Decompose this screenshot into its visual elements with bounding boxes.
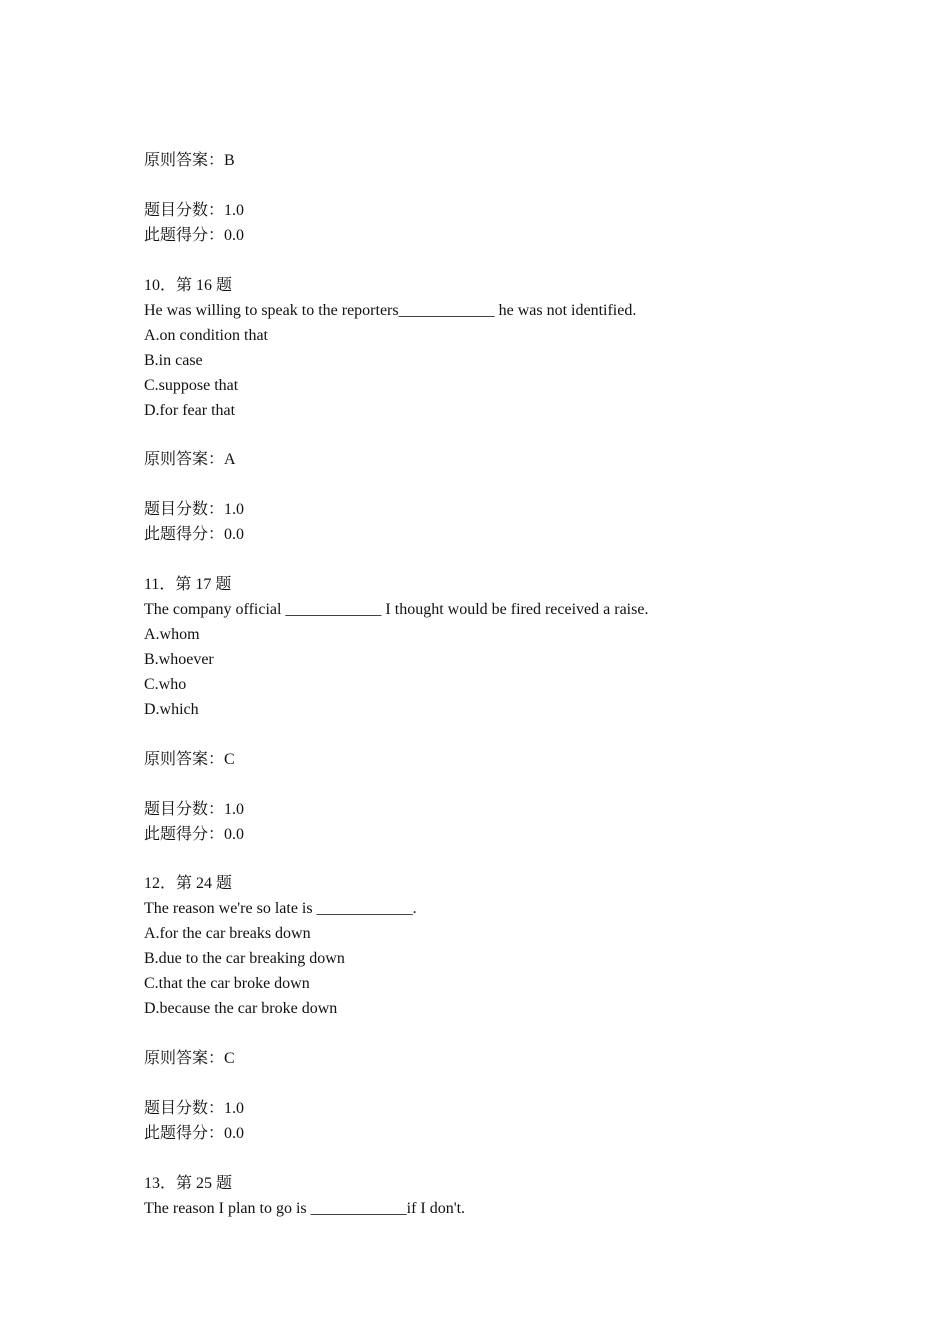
spacer — [144, 472, 844, 497]
obtained-score: 此题得分：0.0 — [144, 226, 245, 244]
correct-answer: 原则答案：B — [144, 152, 235, 169]
question-block — [144, 871, 844, 1170]
spacer — [144, 173, 844, 198]
option-b: B.whoever — [144, 650, 214, 668]
document-page — [144, 148, 844, 1221]
correct-answer: 原则答案：C — [144, 750, 235, 768]
obtained-score: 此题得分：0.0 — [144, 1124, 245, 1142]
question-header: 12．第 24 题 — [144, 875, 233, 893]
question-block — [144, 273, 844, 572]
question-stem: The company official ____________ I thought would be fired received a raise. — [144, 600, 649, 618]
question-score: 题目分数：1.0 — [144, 1099, 245, 1117]
option-a: A.for the car breaks down — [144, 925, 311, 943]
correct-answer: 原则答案：A — [144, 451, 236, 469]
obtained-score: 此题得分：0.0 — [144, 825, 245, 843]
spacer — [144, 722, 844, 747]
question-header: 11．第 17 题 — [144, 575, 232, 593]
spacer — [144, 547, 844, 572]
question-header: 13．第 25 题 — [144, 1174, 233, 1192]
correct-answer: 原则答案：C — [144, 1050, 235, 1068]
option-b: B.in case — [144, 351, 203, 369]
spacer — [144, 1021, 844, 1046]
option-c: C.who — [144, 675, 187, 693]
question-score: 题目分数：1.0 — [144, 201, 245, 219]
spacer — [144, 1146, 844, 1171]
question-stem: The reason we're so late is ____________. — [144, 900, 417, 918]
spacer — [144, 1071, 844, 1096]
option-c: C.suppose that — [144, 376, 239, 394]
spacer — [144, 847, 844, 872]
option-d: D.for fear that — [144, 401, 236, 419]
option-b: B.due to the car breaking down — [144, 950, 345, 968]
option-d: D.because the car broke down — [144, 1000, 338, 1018]
option-c: C.that the car broke down — [144, 975, 310, 993]
question-score: 题目分数：1.0 — [144, 501, 245, 519]
spacer — [144, 423, 844, 448]
spacer — [144, 248, 844, 273]
option-d: D.which — [144, 700, 199, 718]
question-stem: The reason I plan to go is ____________if I don't. — [144, 1199, 466, 1217]
spacer — [144, 772, 844, 797]
option-a: A.whom — [144, 625, 200, 643]
obtained-score: 此题得分：0.0 — [144, 526, 245, 544]
question-block — [144, 1171, 844, 1221]
question-block — [144, 572, 844, 871]
question-score: 题目分数：1.0 — [144, 800, 245, 818]
option-a: A.on condition that — [144, 326, 268, 344]
question-header: 10．第 16 题 — [144, 276, 233, 294]
question-stem: He was willing to speak to the reporters____________ he was not identified. — [144, 301, 637, 319]
